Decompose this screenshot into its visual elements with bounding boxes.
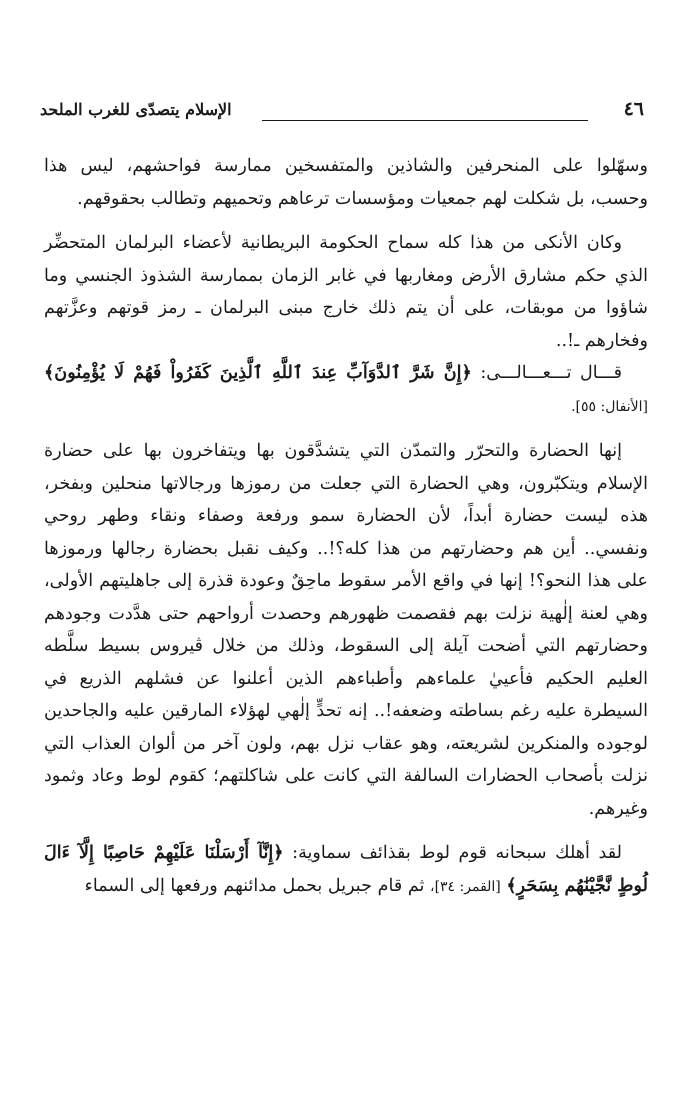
page-header [40, 98, 644, 124]
verse-reference: [الأنفال: ٥٥]. [571, 398, 648, 415]
verse-reference: [القمر: ٣٤]، [430, 878, 501, 895]
quran-quote: ﴿إِنَّ شَرَّ ٱلدَّوَآبِّ عِندَ ٱللَّهِ ٱلَّذِينَ كَفَرُواْ فَهُمْ لَا يُؤْمِنُونَ﴾ [44, 362, 472, 383]
paragraph-2: وكان الأنكى من هذا كله سماح الحكومة البريطانية لأعضاء البرلمان المتحضِّر الذي حكم مشارق الأرض ومغاربها في غابر الزمان بممارسة الشذوذ الجنسي وما شاؤوا من موبقات، على أن يتم ذلك خارج مبنى البرلمان ـ رمز قوتهم وعزَّتهم وفخارهم ـ!.. [44, 233, 648, 351]
paragraph-5 [44, 837, 648, 903]
page-body [44, 150, 648, 903]
header-rule [262, 120, 588, 121]
paragraph-3 [44, 357, 648, 423]
paragraph-4: إنها الحضارة والتحرّر والتمدّن التي يتشدَّقون بها ويتفاخرون بها على حضارة الإسلام ويتكبّرون، وهي الحضارة التي جعلت من رموزها ورجالاتها منحلين وبفخر، هذه ليست حضارة أبداً، لأن الحضارة سمو ورفعة وصفاء ونقاء وطهر روحي ونفسي.. أين هم وحضارتهم من هذا كله؟!.. وكيف نقبل بحضارة رجالها ورموزها على هذا النحو؟! إنها في واقع الأمر سقوط ماحِقٌ وعودة قذرة إلى جاهليتهم الأولى، وهي لعنة إلٰهية نزلت بهم فقصمت ظهورهم وحصدت أرواحهم حتى هدَّدت وجودهم وحضارتهم التي أضحت آيلة إلى السقوط، وذلك من خلال ڤيروس بسيط سلَّطه العليم الحكيم فأعييٰ علماءهم وأطباءهم الذين أعلنوا عن فشلهم الذريع في السيطرة عليه رغم بساطته وضعفه!.. إنه تحدٍّ إلٰهي لهؤلاء المارقين عليه والجاحدين لوجوده والمنكرين لشريعته، وهو عقاب نزل بهم، ولون آخر من ألوان العذاب التي نزلت بأصحاب الحضارات السالفة التي كانت على شاكلتهم؛ كقوم لوط وعاد وثمود وغيرهم. [44, 441, 649, 819]
verse-intro: لقد أهلك سبحانه قوم لوط بقذائف سماوية: [292, 843, 622, 863]
paragraph-1: وسهّلوا على المنحرفين والشاذين والمتفسخين ممارسة فواحشهم، ليس هذا وحسب، بل شكلت لهم جمعيات ومؤسسات ترعاهم وتحميهم وتطالب بحقوقهم. [44, 156, 648, 209]
quran-quote: ﴿إِنَّآ أَرْسَلْنَا عَلَيْهِمْ حَاصِبًا إِلَّآ ءَالَ لُوطٍ نَّجَّيْنَٰهُم بِسَحَرٍ﴾ [44, 842, 648, 896]
page-number: ٤٦ [623, 98, 644, 120]
running-title: الإسلام يتصدّى للغرب الملحد [40, 100, 232, 119]
paragraph-5-text: ثم قام جبريل بحمل مدائنهم ورفعها إلى السماء [84, 875, 425, 896]
verse-intro: قـــال تـــعـــالـــى: [480, 363, 623, 383]
